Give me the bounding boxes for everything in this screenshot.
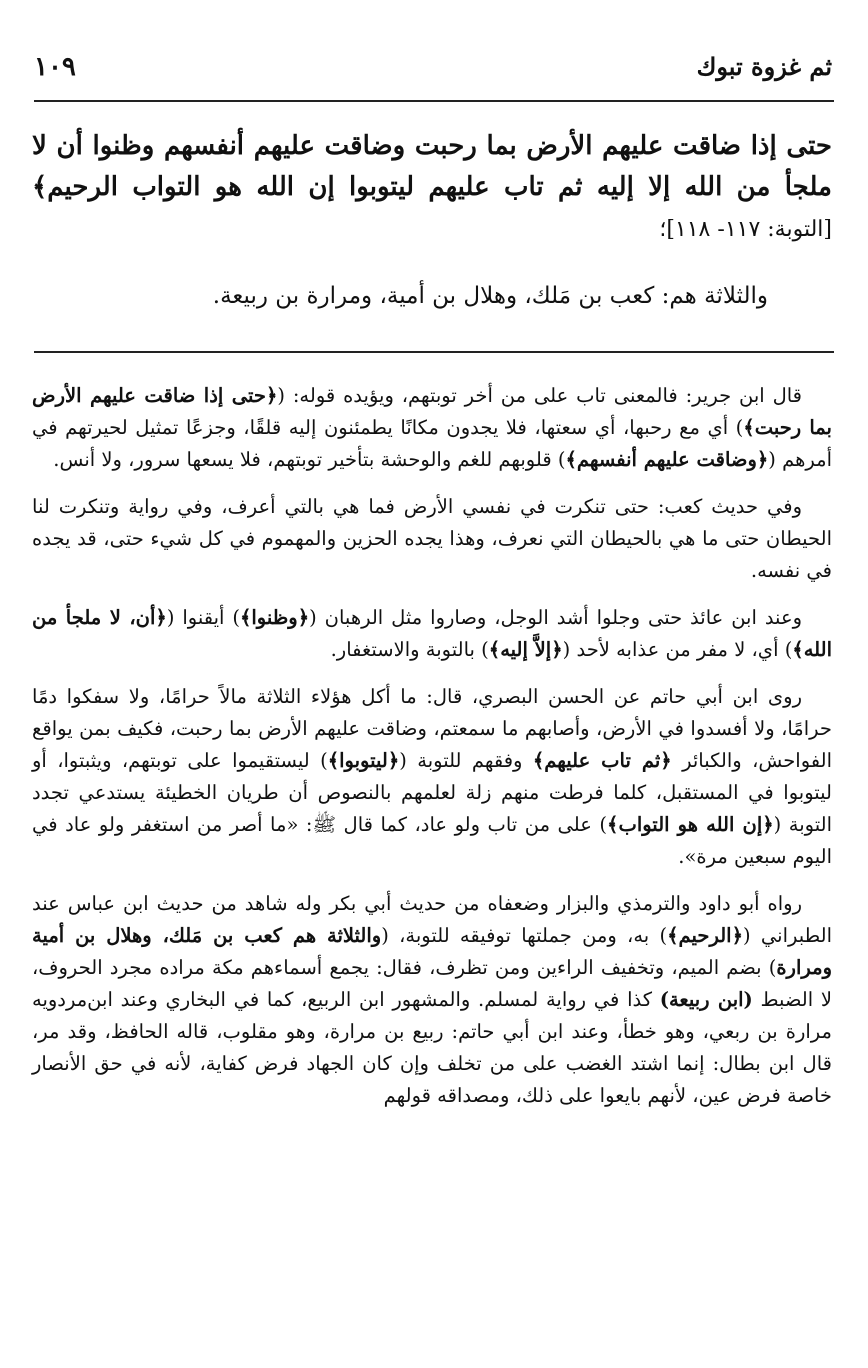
running-title: ثم غزوة تبوك <box>696 52 832 81</box>
page-header <box>34 52 832 92</box>
commentary-paragraph-5: رواه أبو داود والترمذي والبزار وضعفاه من حديث أبي بكر وله شاهد من حديث ابن عباس عند الطبراني (﴿الرحيم﴾) به، ومن جملتها توفيقه للتوبة، (والثلاثة هم كعب بن مَلك، وهلال بن أمية ومرارة) بضم الميم، وتخفيف الراءين ومن تظرف، فقال: يجمع أسماءهم مكة مراده مجرد الحروف، لا الضبط (ابن ربيعة) كذا في رواية لمسلم. والمشهور ابن الربيع، كما في البخاري وعند ابن‌مردويه مرارة بن ربعي، وهو خطأ، وعند ابن أبي حاتم: ربيع بن مرارة، وهو مقلوب، قاله الحافظ، وقد مر، قال ابن بطال: إنما اشتد الغضب على من تخلف وإن كان الجهاد فرض كفاية، لأنه في حق الأنصار خاصة فرض عين، لأنهم بايعوا على ذلك، ومصداقه قولهم <box>32 892 832 1107</box>
quote-ar-rahim: ﴿الرحيم﴾ <box>667 924 744 947</box>
quran-verse <box>32 126 832 250</box>
commentary <box>32 380 832 1127</box>
commentary-paragraph-1: قال ابن جرير: فالمعنى تاب على من أخر توبتهم، ويؤيده قوله: (﴿حتى إذا ضاقت عليهم الأرض بما رحبت﴾) أي مع رحبها، أي سعتها، فلا يجدون مكانًا يطمئنون إليه قلقًا، وجزعًا تمثيل لحيرتهم في أمرهم (﴿وضاقت عليهم أنفسهم﴾) قلوبهم للغم والوحشة بتأخير توبتهم، فلا يسعها سرور، ولا أنس. <box>32 384 832 471</box>
verse-text: حتى إذا ضاقت عليهم الأرض بما رحبت وضاقت عليهم أنفسهم وظنوا أن لا ملجأ من الله إلا إليه ثم تاب عليهم ليتوبوا إن الله هو التواب الرحيم﴾ <box>32 131 832 202</box>
quote-wa-daqat: ﴿وضاقت عليهم أنفسهم﴾ <box>565 448 769 471</box>
quote-thumma-taba: ﴿ثم تاب عليهم﴾ <box>532 749 672 772</box>
quote-wa-zannu: ﴿وظنوا﴾ <box>239 606 310 629</box>
quote-illa-ilayh: ﴿إلاَّ إليه﴾ <box>488 638 563 661</box>
quote-la-malja: ﴿أن، لا ملجأ من الله﴾ <box>32 606 832 661</box>
quote-li-yatubu: ﴿ليتوبوا﴾ <box>327 749 400 772</box>
header-rule <box>34 100 834 102</box>
quote-hatta-idha: ﴿حتى إذا ضاقت عليهم الأرض بما رحبت﴾ <box>32 384 832 439</box>
three-names-line: والثلاثة هم: كعب بن مَلك، وهلال بن أمية، ومرارة بن ربيعة. <box>212 283 768 309</box>
verse-reference: [التوبة: ١١٧- ١١٨]؛ <box>659 217 832 242</box>
commentary-paragraph-3: وعند ابن عائذ حتى وجلوا أشد الوجل، وصاروا مثل الرهبان (﴿وظنوا﴾) أيقنوا (﴿أن، لا ملجأ من الله﴾) أي، لا مفر من عذابه لأحد (﴿إلاَّ إليه﴾) بالتوبة والاستغفار. <box>32 606 832 661</box>
quote-ibn-rabia: (ابن ربيعة) <box>659 988 753 1011</box>
commentary-paragraph-2: وفي حديث كعب: حتى تنكرت في نفسي الأرض فما هي بالتي أعرف، وفي رواية وتنكرت لنا الحيطان حتى ما هي بالحيطان التي نعرف، وهذا يجده الحزين والمهموم في كل شيء حتى، قد يجده في نفسه. <box>32 495 832 582</box>
page-number: ١٠٩ <box>34 52 76 82</box>
section-rule <box>34 351 834 353</box>
quote-the-three: والثلاثة هم كعب بن مَلك، وهلال بن أمية ومرارة <box>32 924 832 979</box>
commentary-paragraph-4: روى ابن أبي حاتم عن الحسن البصري، قال: ما أكل هؤلاء الثلاثة مالاً حرامًا، ولا سفكوا دمًا حرامًا، ولا أفسدوا في الأرض، وأصابهم ما سمعتم، وضاقت عليهم الأرض بما رحبت، فكيف بمن يواقع الفواحش، والكبائر ﴿ثم تاب عليهم﴾ وفقهم للتوبة (﴿ليتوبوا﴾) ليستقيموا على توبتهم، ويثبتوا، أو ليتوبوا في المستقبل، كلما فرطت منهم زلة لعلمهم بالنصوص أن طريان الخطيئة يستدعي تجدد التوبة (﴿إن الله هو التواب﴾) على من تاب ولو عاد، كما قال ﷺ: «ما أصر من استغفر ولو عاد في اليوم سبعين مرة». <box>32 685 832 868</box>
quote-innallaha: ﴿إن الله هو التواب﴾ <box>607 813 774 836</box>
